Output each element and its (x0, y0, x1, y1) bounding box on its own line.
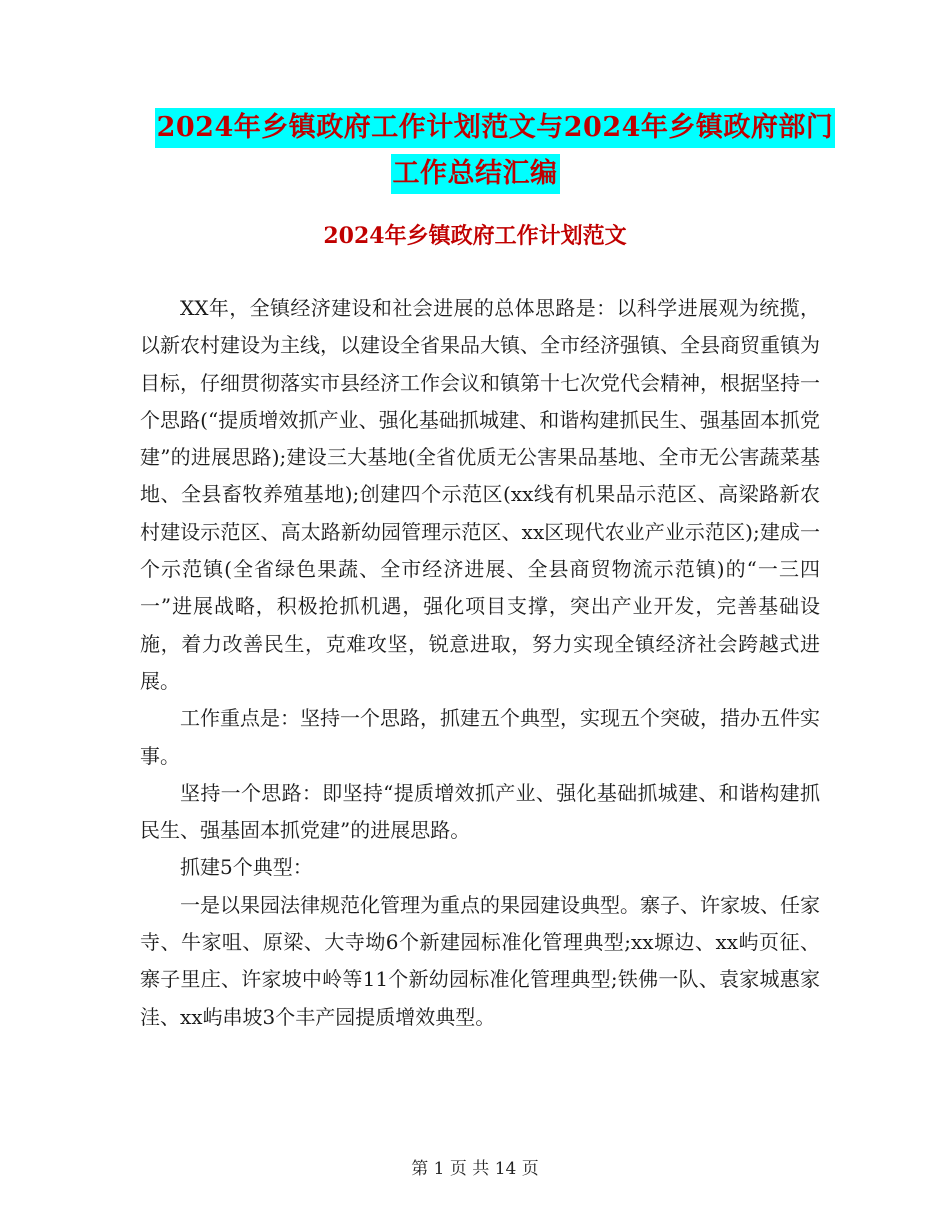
document-title (0, 108, 950, 194)
page-footer: 第 1 页 共 14 页 (411, 1159, 539, 1179)
title-line-2: 工作总结汇编 (391, 154, 560, 194)
paragraph-overview: XX年，全镇经济建设和社会进展的总体思路是：以科学进展观为统揽，以新农村建设为主线，以建设全省果品大镇、全市经济强镇、全县商贸重镇为目标，仔细贯彻落实市县经济工作会议和镇第十七次党代会精神，根据坚持一个思路(“提质增效抓产业、强化基础抓城建、和谐构建抓民生、强基固本抓党建”的进展思路);建设三大基地(全省优质无公害果品基地、全市无公害蔬菜基地、全县畜牧养殖基地);创建四个示范区(xx线有机果品示范区、高梁路新农村建设示范区、高太路新幼园管理示范区、xx区现代农业产业示范区);建成一个示范镇(全省绿色果蔬、全市经济进展、全县商贸物流示范镇)的“一三四一”进展战略，积极抢抓机遇，强化项目支撑，突出产业开发，完善基础设施，着力改善民生，克难攻坚，锐意进取，努力实现全镇经济社会跨越式进展。 (140, 296, 820, 693)
document-body (140, 290, 820, 1036)
title-line-1: 2024年乡镇政府工作计划范文与2024年乡镇政府部门 (155, 108, 836, 148)
paragraph-five-models-heading: 抓建5个典型： (180, 855, 313, 880)
section-title: 2024年乡镇政府工作计划范文 (323, 223, 627, 249)
paragraph-orchard-model: 一是以果园法律规范化管理为重点的果园建设典型。寨子、许家坡、任家寺、牛家咀、原梁、大寺坳6个新建园标准化管理典型;xx塬边、xx屿页征、寨子里庄、许家坡中岭等11个新幼园标准化管理典型;铁佛一队、袁家城惠家洼、xx屿串坡3个丰产园提质增效典型。 (140, 892, 820, 1029)
paragraph-one-idea: 坚持一个思路：即坚持“提质增效抓产业、强化基础抓城建、和谐构建抓民生、强基固本抓党建”的进展思路。 (140, 780, 820, 843)
paragraph-work-focus: 工作重点是：坚持一个思路，抓建五个典型，实现五个突破，措办五件实事。 (140, 706, 820, 768)
